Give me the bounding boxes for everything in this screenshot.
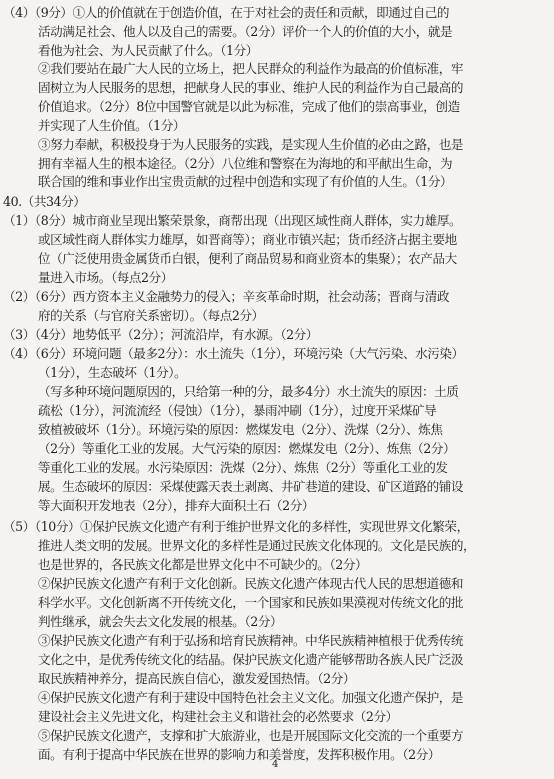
text-line: 展。生态破坏的原因：采煤使露天表土剥离、井矿巷道的建设、矿区道路的铺设 <box>38 479 464 494</box>
text-line: 联合国的维和事业作出宝贵贡献的过程中创造和实现了有价值的人生。（1分） <box>38 174 453 189</box>
text-line: （5）（10分）①保护民族文化遗产有利于维护世界文化的多样性，实现世界文化繁荣， <box>3 519 469 534</box>
text-line: 拥有幸福人生的根本途径。（2分）八位维和警察在为海地的和平献出生命，为 <box>38 156 453 171</box>
text-line: 文化之中，是优秀传统文化的结晶。保护民族文化遗产能够帮助各族人民广泛汲 <box>38 652 464 667</box>
text-line: 价值追求。（2分）8位中国警官就是以此为标准，完成了他们的崇高事业，创造 <box>38 99 460 114</box>
text-line: 等重化工业的发展。水污染原因：洗煤（2分）、炼焦（2分）等重化工业的发 <box>38 460 448 475</box>
text-line: 推进人类文明的发展。世界文化的多样性是通过民族文化体现的。文化是民族的， <box>38 538 476 553</box>
text-line: 疏松（1分），河流流经（侵蚀）（1分），暴雨冲刷（1分），过度开采煤矿导 <box>38 403 437 418</box>
text-line: ②我们要站在最广大人民的立场上，把人民群众的利益作为最高的价值标准，牢 <box>38 61 464 76</box>
text-line: 建设社会主义先进文化，构建社会主义和谐社会的必然要求（2分） <box>38 709 398 724</box>
text-line: 量进入市场。（每点2分） <box>38 270 173 285</box>
text-line: （写多种环境问题原因的，只给第一种的分，最多4分）水土流失的原因：土质 <box>38 384 459 399</box>
text-line: ⑤保护民族文化遗产，支撑和扩大旅游业，也是开展国际文化交流的一个重要方 <box>38 728 464 743</box>
section-heading: 40.（共34分） <box>3 194 86 209</box>
text-line: ③保护民族文化遗产有利于弘扬和培育民族精神。中华民族精神植根于优秀传统 <box>38 633 464 648</box>
text-line: （2分）等重化工业的发展。大气污染的原因：燃煤发电（2分）、炼焦（2分） <box>38 441 456 456</box>
text-line: 也是世界的，各民族文化都是世界文化中不可缺少的。（2分） <box>38 557 368 572</box>
text-line: ④保护民族文化遗产有利于建设中国特色社会主义文化。加强文化遗产保护，是 <box>38 690 464 705</box>
text-line: ③努力奉献，积极投身于为人民服务的实践，是实现人生价值的必由之路，也是 <box>38 137 464 152</box>
text-line: 面。有利于提高中华民族在世界的影响力和美誉度，发挥积极作用。（2分） <box>38 747 441 762</box>
text-line: （3）（4分）地势低平（2分）；河流沿岸，有水源。（2分） <box>3 327 318 342</box>
text-line: 科学水平。文化创新离不开传统文化，一个国家和民族如果漠视对传统文化的批 <box>38 595 464 610</box>
text-line: 固树立为人民服务的思想，把献身人民的事业、维护人民的利益作为自己最高的 <box>38 80 464 95</box>
text-line: （1）（8分）城市商业呈现出繁荣景象，商帮出现（出现区域性商人群体，实力雄厚。 <box>3 213 462 228</box>
text-line: （1分），生态破坏（1分）。 <box>38 365 187 380</box>
text-line: 看他为社会、为人民贡献了什么。（1分） <box>38 43 258 58</box>
text-line: ②保护民族文化遗产有利于文化创新。民族文化遗产体现古代人民的思想道德和 <box>38 576 464 591</box>
text-line: 等大面积开发地表（2分），排弃大面积土石（2分） <box>38 498 314 513</box>
page-number: 4 <box>272 759 279 770</box>
text-line: 位（广泛使用贵金属货币白银，便利了商品贸易和商业资本的集聚）；农产品大 <box>38 251 457 266</box>
text-line: （4）（6分）环境问题（最多2分）：水土流失（1分），环境污染（大气污染、水污染） <box>3 346 464 361</box>
text-line: 判性继承，就会失去文化发展的根基。（2分） <box>38 614 283 629</box>
text-line: 致植被破坏（1分）。环境污染的原因：燃煤发电（2分）、洗煤（2分）、炼焦 <box>38 422 443 437</box>
text-line: 或区域性商人群体实力雄厚，如晋商等）；商业市镇兴起；货币经济占据主要地 <box>38 232 457 247</box>
text-line: 并实现了人生价值。（1分） <box>38 118 185 133</box>
text-line: 府的关系（与官府关系密切）。（每点2分） <box>38 308 264 323</box>
text-line: 活动满足社会、他人以及自己的需要。（2分）评价一个人的价值的大小，就是 <box>38 24 453 39</box>
text-line: 取民族精神养分，提高民族自信心，激发爱国热情。（2分） <box>38 671 356 686</box>
text-line: （4）（9分）①人的价值就在于创造价值，在于对社会的责任和贡献，即通过自己的 <box>3 5 450 20</box>
text-line: （2）（6分）西方资本主义金融势力的侵入；辛亥革命时期，社会动荡；晋商与清政 <box>3 289 450 304</box>
